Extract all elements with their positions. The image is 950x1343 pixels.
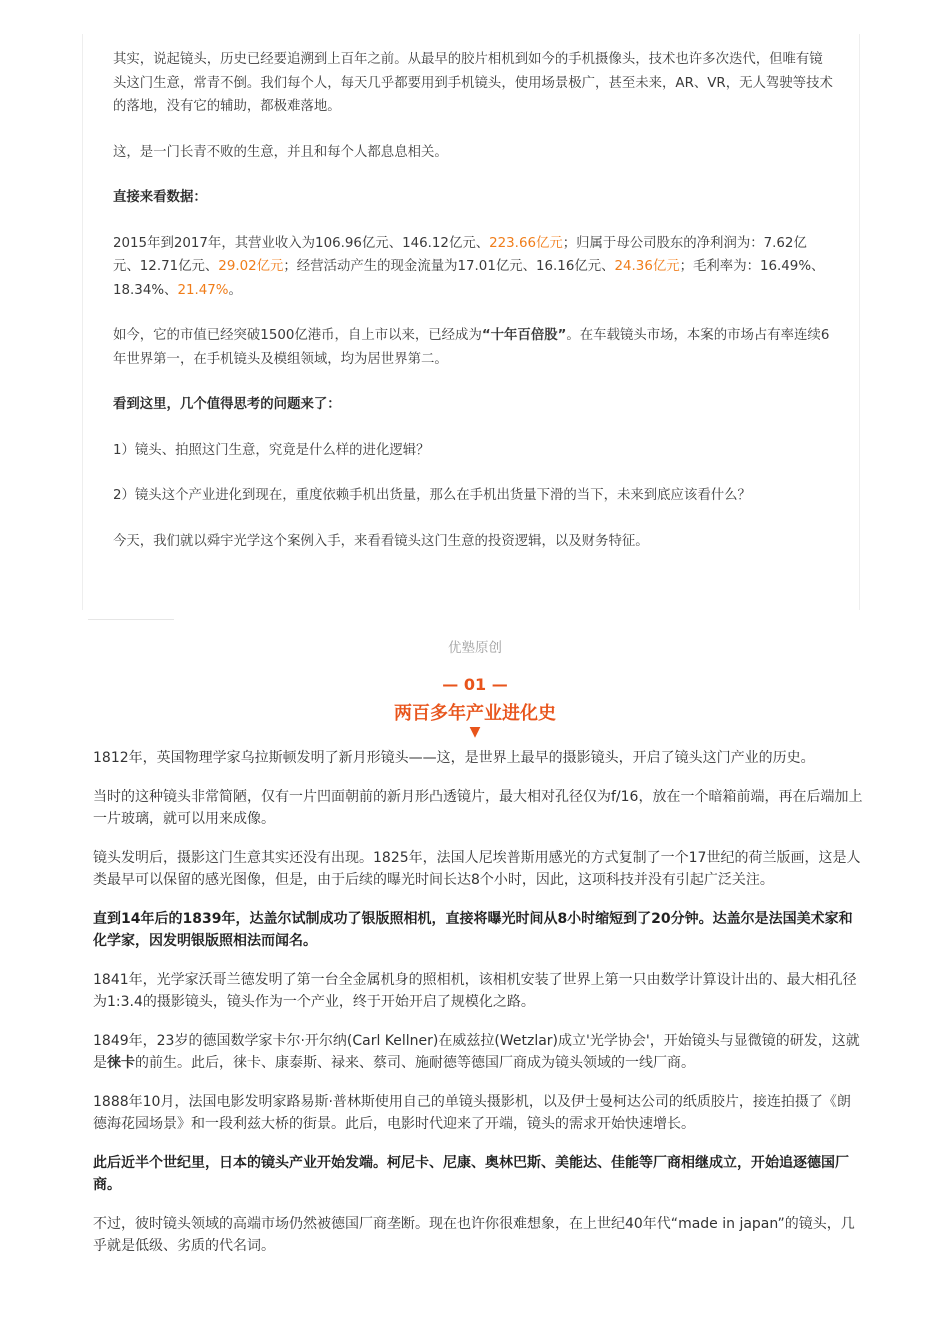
text-run: 1849年，23岁的德国数学家卡尔·开尔纳(Carl Kellner)在威兹拉(Wetzlar)成立'光学协会'，开始镜头与显微镜的研发，这就是: [93, 1033, 860, 1071]
financial-data-paragraph: [113, 232, 833, 303]
text-run: ；归属于母公司股东的净利润为：7.62亿元、12.71亿元、: [113, 235, 807, 274]
questions-heading: 看到这里，几个值得思考的问题来了：: [113, 397, 341, 412]
text-run: 如今，它的市值已经突破1500亿港币，自上市以来，已经成为: [113, 328, 482, 343]
body-paragraph: 镜头发明后，摄影这门生意其实还没有出现。1825年，法国人尼埃普斯用感光的方式复制了一个17世纪的荷兰版画，这是人类最早可以保留的感光图像，但是，由于后续的曝光时间长达8个小时，因此，这项科技并没有引起广泛关注。: [93, 850, 861, 888]
text-run: 。: [228, 282, 242, 298]
intro-paragraph: 其实，说起镜头，历史已经要追溯到上百年之前。从最早的胶片相机到如今的手机摄像头，技术也许多次迭代，但唯有镜头这门生意，常青不倒。我们每个人，每天几乎都要用到手机镜头，使用场景极广，甚至未来，AR、VR，无人驾驶等技术的落地，没有它的辅助，都极难落地。: [113, 52, 833, 114]
divider-line: [88, 619, 174, 620]
question-1: 1）镜头、拍照这门生意，究竟是什么样的进化逻辑？: [113, 442, 430, 458]
text-run: 。在车载镜头市场，本案的市场占有率连续6年世界第一，在手机镜头及模组领域，均为居世界第二。: [113, 328, 830, 367]
intro-quote-box: [82, 34, 860, 610]
question-2: 2）镜头这个产业进化到现在，重度依赖手机出货量，那么在手机出货量下滑的当下，未来到底应该看什么？: [113, 488, 751, 503]
body-paragraph: [93, 1030, 863, 1074]
section-number: — 01 —: [442, 675, 508, 694]
highlight-cash-flow: 24.36亿元: [614, 259, 680, 274]
text-run: 的前生。此后，徕卡、康泰斯、禄来、蔡司、施耐德等德国厂商成为镜头领域的一线厂商。: [135, 1055, 695, 1071]
data-heading: 直接来看数据：: [113, 190, 207, 205]
section-title: 两百多年产业进化史: [394, 703, 556, 724]
article-body: [93, 747, 863, 1274]
text-run: ；经营活动产生的现金流量为17.01亿元、16.16亿元、: [283, 259, 615, 274]
source-label: 优塾原创: [448, 640, 502, 656]
highlight-net-profit: 29.02亿元: [218, 259, 284, 274]
highlight-gross-margin: 21.47%: [177, 282, 229, 298]
body-paragraph: 当时的这种镜头非常简陋，仅有一片凹面朝前的新月形凸透镜片，最大相对孔径仅为f/16，放在一个暗箱前端，再在后端加上一片玻璃，就可以用来成像。: [93, 789, 863, 827]
body-paragraph-bold: 直到14年后的1839年，达盖尔试制成功了银版照相机，直接将曝光时间从8小时缩短到了20分钟。达盖尔是法国美术家和化学家，因发明银版照相法而闻名。: [93, 911, 853, 949]
text-run: ；毛利率为：16.49%、18.34%、: [113, 259, 825, 298]
market-value-paragraph: [113, 324, 833, 371]
text-run: 2015年到2017年，其营业收入为106.96亿元、146.12亿元、: [113, 235, 490, 251]
body-paragraph: 1841年，光学家沃哥兰德发明了第一台全金属机身的照相机，该相机安装了世界上第一只由数学计算设计出的、最大相孔径为1:3.4的摄影镜头，镜头作为一个产业，终于开始开启了规模化之路。: [93, 972, 857, 1010]
highlight-revenue: 223.66亿元: [489, 235, 563, 251]
body-paragraph: 1888年10月，法国电影发明家路易斯·普林斯使用自己的单镜头摄影机，以及伊士曼柯达公司的纸质胶片，接连拍摄了《朗德海花园场景》和一段利兹大桥的街景。此后，电影时代迎来了开端，镜头的需求开始快速增长。: [93, 1094, 851, 1132]
body-paragraph: 1812年，英国物理学家乌拉斯顿发明了新月形镜头——这，是世界上最早的摄影镜头，开启了镜头这门产业的历史。: [93, 750, 815, 766]
body-paragraph-bold: 此后近半个世纪里，日本的镜头产业开始发端。柯尼卡、尼康、奥林巴斯、美能达、佳能等厂商相继成立，开始追逐德国厂商。: [93, 1155, 849, 1193]
down-triangle-icon: ▼: [469, 724, 481, 740]
intro-conclusion: 今天，我们就以舜宇光学这个案例入手，来看看镜头这门生意的投资逻辑，以及财务特征。: [113, 533, 649, 549]
intro-text: [113, 48, 833, 575]
body-paragraph: 不过，彼时镜头领域的高端市场仍然被德国厂商垄断。现在也许你很难想象，在上世纪40年代“made in japan”的镜头，几乎就是低级、劣质的代名词。: [93, 1216, 855, 1254]
intro-paragraph: 这，是一门长青不败的生意，并且和每个人都息息相关。: [113, 144, 448, 160]
leica-name: 徕卡: [107, 1055, 135, 1071]
ten-year-hundred-bagger: “十年百倍股”: [481, 328, 567, 343]
